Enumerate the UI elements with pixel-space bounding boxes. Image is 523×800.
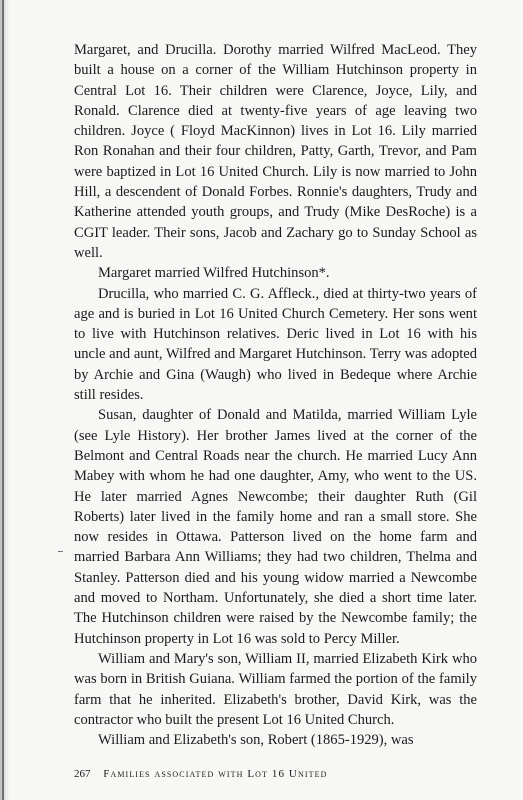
body-text xyxy=(74,40,477,750)
paragraph-william-ii: William and Mary's son, William II, married Elizabeth Kirk who was born in British Guiana. William farmed the portion of the family farm that he inherited. Elizabeth's brother, David Kirk, was the contractor who built the present Lot 16 United Church. xyxy=(74,650,477,728)
paragraph-continuation: Margaret, and Drucilla. Dorothy married Wilfred MacLeod. They built a house on a corner of the William Hutchinson property in Central Lot 16. Their children were Clarence, Joyce, Lily, and Ronald. Clarence died at twenty-five years of age leaving two children. Joyce ( Floyd MacKinnon) lives in Lot 16. Lily married Ron Ronahan and their four children, Patty, Garth, Trevor, and Pam were baptized in Lot 16 United Church. Lily is now married to John Hill, a descendent of Donald Forbes. Ronnie's daughters, Trudy and Katherine attended youth groups, and Trudy (Mike DesRoche) is a CGIT leader. Their sons, Jacob and Zachary go to Sunday School as well. xyxy=(74,42,477,261)
paragraph-robert: William and Elizabeth's son, Robert (1865-1929), was xyxy=(98,732,414,749)
page-footer xyxy=(74,768,327,780)
running-title: Families associated with Lot 16 United xyxy=(103,768,328,780)
margin-mark xyxy=(58,551,63,552)
paragraph-margaret: Margaret married Wilfred Hutchinson*. xyxy=(98,265,330,282)
paragraph-drucilla: Drucilla, who married C. G. Affleck., died at thirty-two years of age and is buried in Lot 16 United Church Cemetery. Her sons went to live with Hutchinson relatives. Deric lived in Lot 16 with his uncle and aunt, Wilfred and Margaret Hutchinson. Terry was adopted by Archie and Gina (Waugh) who lived in Bedeque where Archie still resides. xyxy=(74,285,477,404)
binding-gutter-line xyxy=(2,0,4,800)
page-number: 267 xyxy=(74,768,91,780)
paragraph-susan: Susan, daughter of Donald and Matilda, married William Lyle (see Lyle History). Her brother James lived at the corner of the Belmont and Central Roads near the church. He married Lucy Ann Mabey with whom he had one daughter, Amy, who went to the US. He later married Agnes Newcombe; their daughter Ruth (Gil Roberts) later lived in the family home and ran a small store. She now resides in Ottawa. Patterson lived on the home farm and married Barbara Ann Williams; they had two children, Thelma and Stanley. Patterson died and his young widow married a Newcombe and moved to Northam. Unfortunately, she died a short time later. The Hutchinson children were raised by the Newcombe family; the Hutchinson property in Lot 16 was sold to Percy Miller. xyxy=(74,407,477,647)
